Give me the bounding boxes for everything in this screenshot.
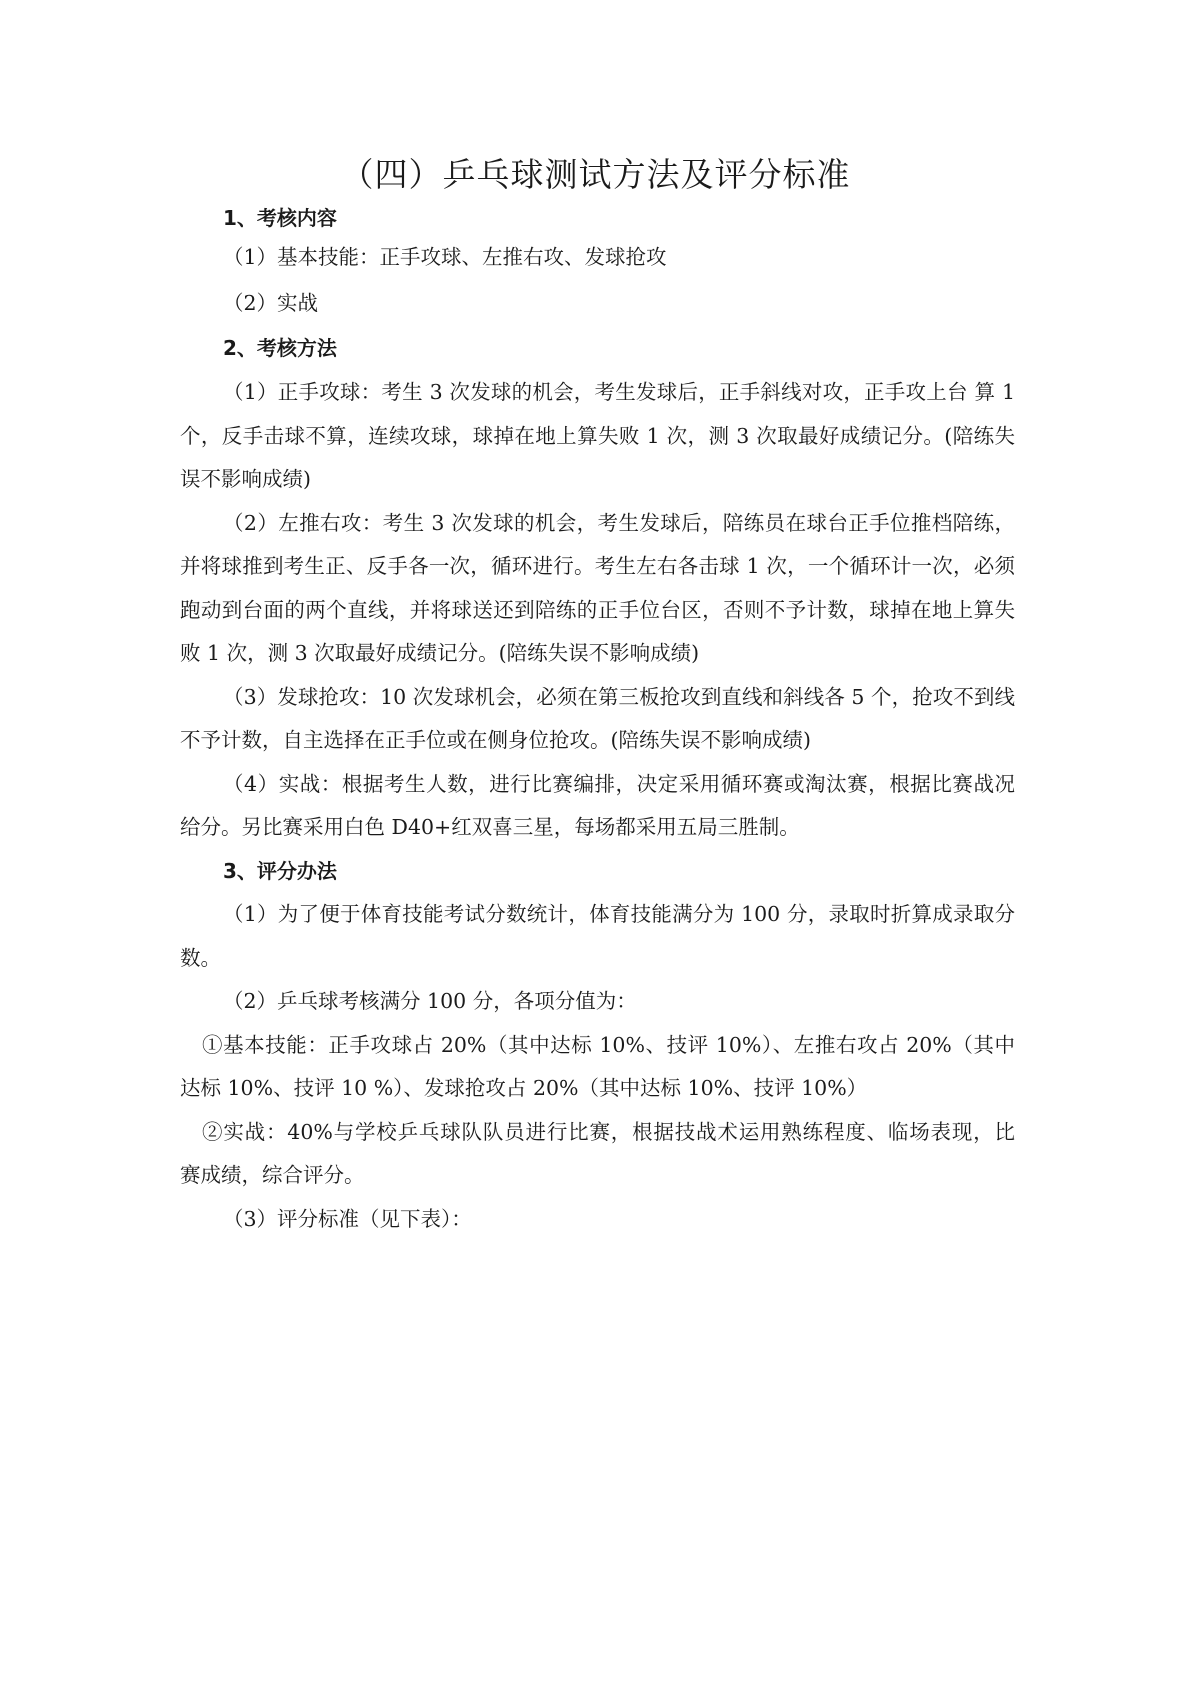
method-p1-line2: 个，反手击球不算，连续攻球，球掉在地上算失败 1 次，测 3 次取最好成绩记分。(陪练失 bbox=[180, 424, 1015, 448]
page-title: （四）乒乓球测试方法及评分标准 bbox=[340, 155, 851, 194]
method-p1-line3: 误不影响成绩) bbox=[180, 467, 311, 491]
scoring-p3-line1: ①基本技能：正手攻球占 20%（其中达标 10%、技评 10%）、左推右攻占 20%（其中 bbox=[202, 1033, 1015, 1057]
method-p2-line4: 败 1 次，测 3 次取最好成绩记分。(陪练失误不影响成绩) bbox=[180, 641, 700, 665]
method-p2-line1: （2）左推右攻：考生 3 次发球的机会，考生发球后，陪练员在球台正手位推档陪练， bbox=[223, 511, 1015, 535]
method-p4-line2: 给分。另比赛采用白色 D40+红双喜三星，每场都采用五局三胜制。 bbox=[180, 815, 800, 839]
section-heading-2: 2、考核方法 bbox=[223, 336, 337, 360]
method-p2-line3: 跑动到台面的两个直线，并将球送还到陪练的正手位台区，否则不予计数，球掉在地上算失 bbox=[180, 598, 1015, 622]
scoring-p3-line2: 达标 10%、技评 10 %）、发球抢攻占 20%（其中达标 10%、技评 10%） bbox=[180, 1076, 868, 1100]
method-p3-line1: （3）发球抢攻：10 次发球机会，必须在第三板抢攻到直线和斜线各 5 个，抢攻不到线 bbox=[223, 685, 1015, 709]
content-item-1: （1）基本技能：正手攻球、左推右攻、发球抢攻 bbox=[223, 245, 667, 269]
method-p4-line1: （4）实战：根据考生人数，进行比赛编排，决定采用循环赛或淘汰赛，根据比赛战况 bbox=[223, 772, 1015, 796]
scoring-p1-line2: 数。 bbox=[180, 946, 221, 970]
scoring-p4-line1: ②实战：40%与学校乒乓球队队员进行比赛，根据技战术运用熟练程度、临场表现，比 bbox=[202, 1120, 1015, 1144]
section-heading-1: 1、考核内容 bbox=[223, 206, 337, 230]
scoring-p1-line1: （1）为了便于体育技能考试分数统计，体育技能满分为 100 分，录取时折算成录取分 bbox=[223, 902, 1015, 926]
method-p1-line1: （1）正手攻球：考生 3 次发球的机会，考生发球后，正手斜线对攻，正手攻上台 算 1 bbox=[223, 380, 1015, 404]
method-p2-line2: 并将球推到考生正、反手各一次，循环进行。考生左右各击球 1 次，一个循环计一次，必须 bbox=[180, 554, 1015, 578]
method-p3-line2: 不予计数，自主选择在正手位或在侧身位抢攻。(陪练失误不影响成绩) bbox=[180, 728, 811, 752]
scoring-p2: （2）乒乓球考核满分 100 分，各项分值为： bbox=[223, 989, 637, 1013]
content-item-2: （2）实战 bbox=[223, 291, 319, 315]
section-heading-3: 3、评分办法 bbox=[223, 859, 337, 883]
scoring-p5: （3）评分标准（见下表）： bbox=[223, 1207, 472, 1231]
scoring-p4-line2: 赛成绩，综合评分。 bbox=[180, 1163, 365, 1187]
